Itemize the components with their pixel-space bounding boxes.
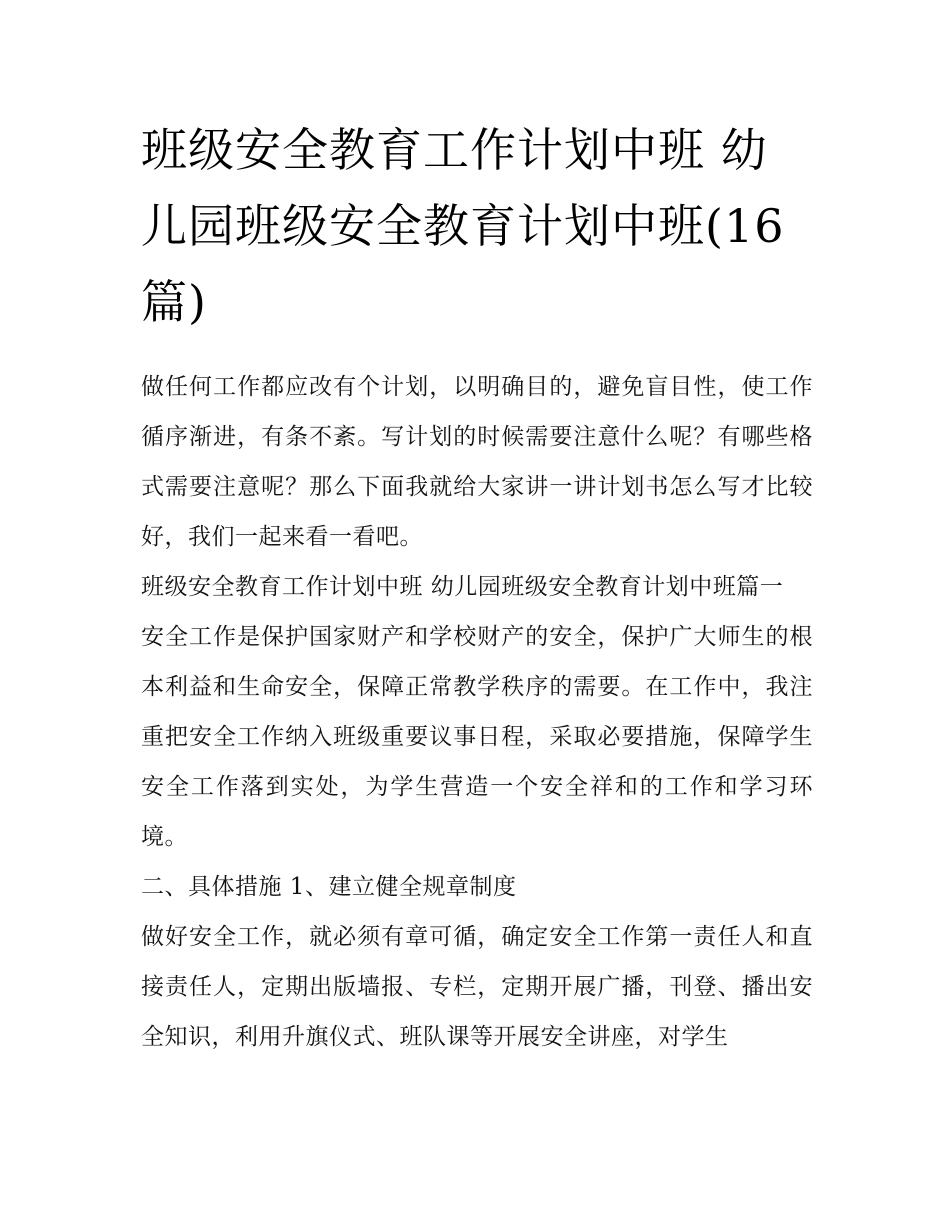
body-paragraph-1: 安全工作是保护国家财产和学校财产的安全，保护广大师生的根本利益和生命安全，保障正常教学秩序的需要。在工作中，我注重把安全工作纳入班级重要议事日程，采取必要措施，保障学生安全工作落到实处，为学生营造一个安全祥和的工作和学习环境。 [141,624,813,850]
section-heading: 班级安全教育工作计划中班 幼儿园班级安全教育计划中班篇一 [141,574,784,600]
subheading-measures: 二、具体措施 1、建立健全规章制度 [141,874,517,900]
document-page [141,112,813,1062]
intro-paragraph: 做任何工作都应改有个计划，以明确目的，避免盲目性，使工作循序渐进，有条不紊。写计划的时候需要注意什么呢？有哪些格式需要注意呢？那么下面我就给大家讲一讲计划书怎么写才比较好，我们一起来看一看吧。 [141,374,813,550]
body-paragraph-2: 做好安全工作，就必须有章可循，确定安全工作第一责任人和直接责任人，定期出版墙报、专栏，定期开展广播，刊登、播出安全知识，利用升旗仪式、班队课等开展安全讲座，对学生 [141,924,813,1050]
document-body [141,362,813,1062]
document-title: 班级安全教育工作计划中班 幼儿园班级安全教育计划中班(16篇) [141,123,785,329]
